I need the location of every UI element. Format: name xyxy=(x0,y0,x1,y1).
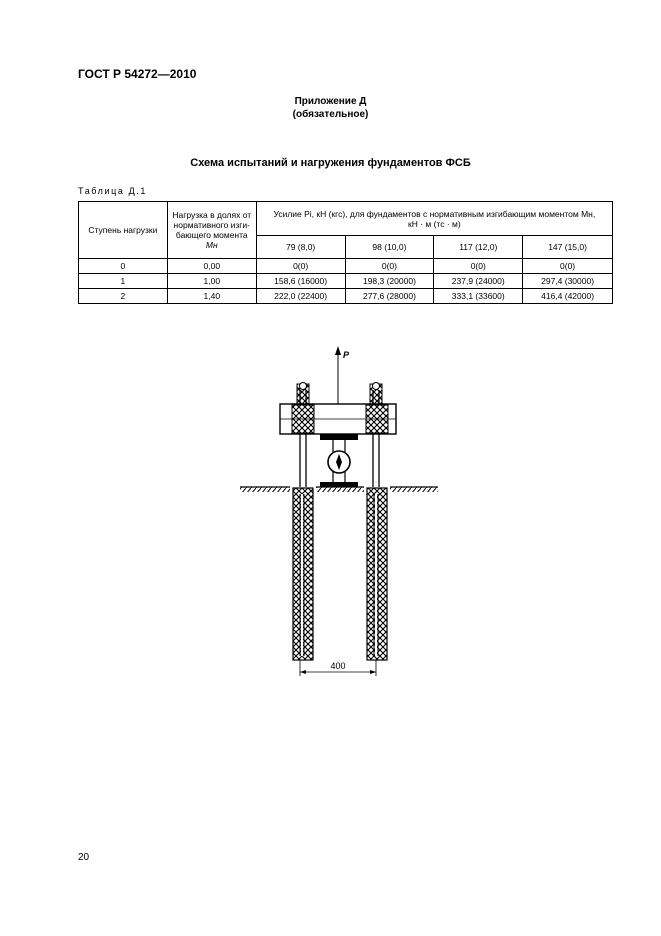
header-force-line: Усилие Pi, кН (кгс), для фундаментов с нормативным изгибающим моментом Mн, xyxy=(273,208,596,219)
ground-line xyxy=(240,486,438,494)
appendix-title: Приложение Д xyxy=(294,96,367,107)
cell-share: 1,40 xyxy=(167,289,256,304)
header-moment: 117 (12,0) xyxy=(434,236,523,259)
header-moment: 79 (8,0) xyxy=(256,236,345,259)
appendix-status: (обязательное) xyxy=(292,109,369,120)
force-label: P xyxy=(343,350,350,360)
cell-stage: 1 xyxy=(79,274,168,289)
header-force-line: кН · м (тс · м) xyxy=(407,218,461,229)
force-arrow xyxy=(335,346,341,404)
test-scheme-figure xyxy=(236,344,442,680)
cell-share: 1,00 xyxy=(167,274,256,289)
header-force xyxy=(256,202,612,236)
table-row xyxy=(79,259,613,274)
left-foundation xyxy=(293,488,313,660)
cell-value: 333,1 (33600) xyxy=(434,289,523,304)
cell-value: 0(0) xyxy=(345,259,434,274)
crossbeam xyxy=(280,404,396,434)
header-load-share-symbol: Mн xyxy=(205,240,218,250)
rod-heads xyxy=(297,383,382,405)
cell-value: 222,0 (22400) xyxy=(256,289,345,304)
cell-value: 237,9 (24000) xyxy=(434,274,523,289)
header-load-share-line: Нагрузка в долях от xyxy=(172,210,252,220)
cell-value: 277,6 (28000) xyxy=(345,289,434,304)
cell-stage: 2 xyxy=(79,289,168,304)
header-load-share-line: бающего момента xyxy=(175,230,248,240)
page-number: 20 xyxy=(78,852,90,863)
header-moment: 98 (10,0) xyxy=(345,236,434,259)
cell-value: 158,6 (16000) xyxy=(256,274,345,289)
cell-value: 0(0) xyxy=(256,259,345,274)
cell-share: 0,00 xyxy=(167,259,256,274)
document-code: ГОСТ Р 54272—2010 xyxy=(78,67,197,81)
right-foundation xyxy=(367,488,387,660)
load-table xyxy=(78,201,613,304)
cell-value: 297,4 (30000) xyxy=(523,274,613,289)
table-header-row xyxy=(79,202,613,236)
cell-value: 0(0) xyxy=(434,259,523,274)
header-stage: Ступень нагрузки xyxy=(79,202,168,259)
table-row xyxy=(79,289,613,304)
dimension-label: 400 xyxy=(330,661,346,671)
table-caption: Таблица Д.1 xyxy=(78,186,147,196)
header-load-share-line: нормативного изги- xyxy=(173,220,250,230)
cell-stage: 0 xyxy=(79,259,168,274)
header-load-share xyxy=(167,202,256,259)
cell-value: 198,3 (20000) xyxy=(345,274,434,289)
cell-value: 416,4 (42000) xyxy=(523,289,613,304)
dynamometer xyxy=(320,434,358,487)
cell-value: 0(0) xyxy=(523,259,613,274)
table-row xyxy=(79,274,613,289)
header-moment: 147 (15,0) xyxy=(523,236,613,259)
section-title: Схема испытаний и нагружения фундаментов ФСБ xyxy=(190,157,471,169)
